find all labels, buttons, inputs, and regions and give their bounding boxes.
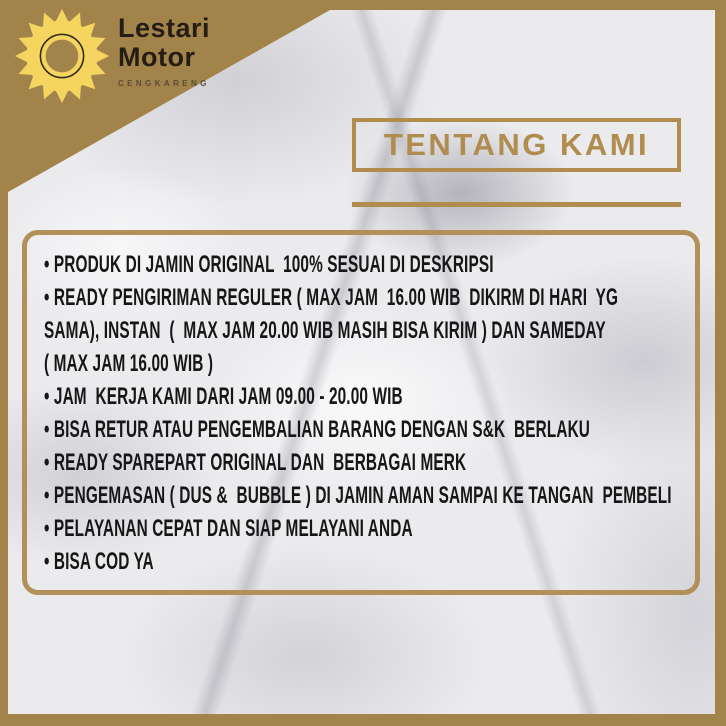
list-item <box>44 413 711 446</box>
brand-text <box>118 14 210 88</box>
list-item-line: • JAM KERJA KAMI DARI JAM 09.00 - 20.00 WIB <box>44 383 403 410</box>
page-title: TENTANG KAMI <box>383 127 650 162</box>
list-item-line: • READY PENGIRIMAN REGULER ( MAX JAM 16.00 WIB DIKIRM DI HARI YG <box>44 284 619 311</box>
list-item <box>44 512 711 545</box>
list-item-line: • PRODUK DI JAMIN ORIGINAL 100% SESUAI DI DESKRIPSI <box>44 251 494 278</box>
about-card <box>22 230 700 595</box>
list-item-line: SAMA), INSTAN ( MAX JAM 20.00 WIB MASIH BISA KIRIM ) DAN SAMEDAY <box>44 317 606 344</box>
list-item-line: • READY SPAREPART ORIGINAL DAN BERBAGAI MERK <box>44 449 467 476</box>
list-item-line: • BISA RETUR ATAU PENGEMBALIAN BARANG DENGAN S&K BERLAKU <box>44 416 591 443</box>
list-item-line: • PENGEMASAN ( DUS & BUBBLE ) DI JAMIN AMAN SAMPAI KE TANGAN PEMBELI <box>44 482 672 509</box>
list-item <box>44 380 711 413</box>
about-list <box>44 248 711 578</box>
list-item <box>44 545 711 578</box>
list-item <box>44 248 711 281</box>
list-item-line: • BISA COD YA <box>44 548 154 575</box>
list-item-line: • PELAYANAN CEPAT DAN SIAP MELAYANI ANDA <box>44 515 413 542</box>
brand-name-line1: Lestari <box>118 13 211 43</box>
list-item <box>44 479 711 512</box>
list-item <box>44 446 711 479</box>
list-item <box>44 281 711 380</box>
title-box <box>352 118 681 172</box>
list-item-line: ( MAX JAM 16.00 WIB ) <box>44 350 214 377</box>
brand-location: CENGKARENG <box>118 79 210 88</box>
brand-name-line2: Motor <box>118 42 196 72</box>
title-underline-rule <box>352 202 681 207</box>
gear-icon <box>14 8 110 104</box>
brand-logo <box>12 6 312 116</box>
marble-background <box>8 10 715 714</box>
